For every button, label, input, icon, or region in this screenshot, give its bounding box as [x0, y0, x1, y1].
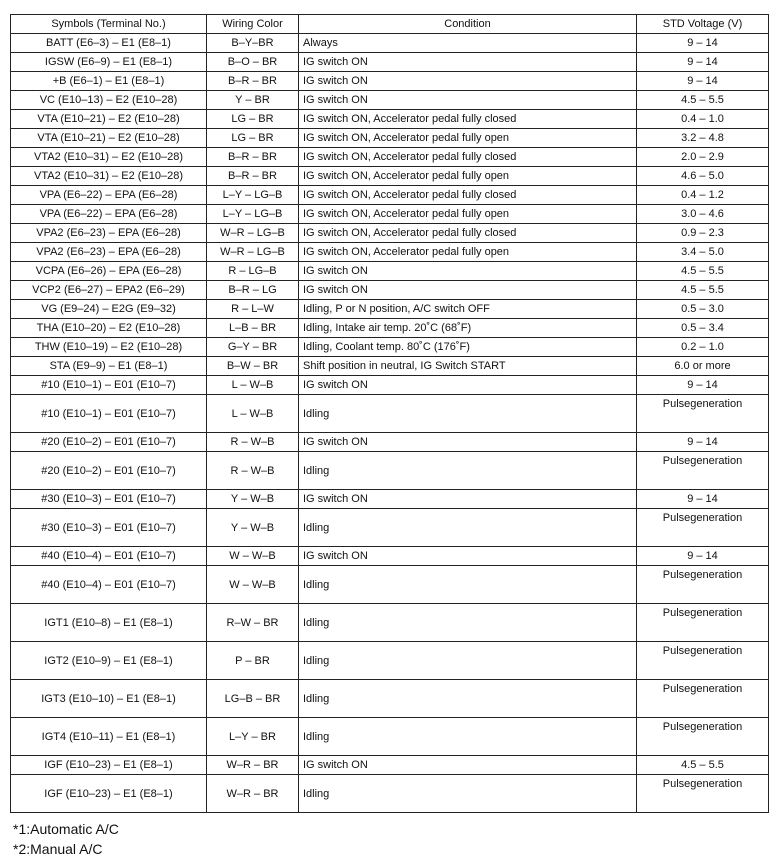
cell-condition: IG switch ON	[299, 91, 637, 110]
cell-symbol: #40 (E10–4) – E01 (E10–7)	[11, 547, 207, 566]
cell-symbol: VTA (E10–21) – E2 (E10–28)	[11, 129, 207, 148]
cell-std-voltage: 9 – 14	[637, 72, 769, 91]
cell-condition: Idling	[299, 604, 637, 642]
cell-symbol: #10 (E10–1) – E01 (E10–7)	[11, 376, 207, 395]
cell-wiring-color: W–R – LG–B	[207, 243, 299, 262]
cell-symbol: IGT3 (E10–10) – E1 (E8–1)	[11, 680, 207, 718]
cell-symbol: IGF (E10–23) – E1 (E8–1)	[11, 756, 207, 775]
cell-symbol: #30 (E10–3) – E01 (E10–7)	[11, 509, 207, 547]
cell-wiring-color: B–R – LG	[207, 281, 299, 300]
table-row	[11, 395, 769, 433]
cell-condition: IG switch ON	[299, 490, 637, 509]
cell-condition: IG switch ON, Accelerator pedal fully closed	[299, 110, 637, 129]
cell-symbol: #40 (E10–4) – E01 (E10–7)	[11, 566, 207, 604]
header-condition: Condition	[299, 15, 637, 34]
cell-condition: IG switch ON	[299, 281, 637, 300]
table-row	[11, 604, 769, 642]
cell-symbol: #10 (E10–1) – E01 (E10–7)	[11, 395, 207, 433]
cell-condition: Idling	[299, 566, 637, 604]
cell-condition: IG switch ON, Accelerator pedal fully closed	[299, 148, 637, 167]
cell-condition: Idling, Coolant temp. 80˚C (176˚F)	[299, 338, 637, 357]
cell-wiring-color: B–R – BR	[207, 148, 299, 167]
table-row	[11, 186, 769, 205]
cell-condition: Idling	[299, 395, 637, 433]
cell-std-voltage: 0.5 – 3.0	[637, 300, 769, 319]
table-row	[11, 433, 769, 452]
cell-condition: IG switch ON, Accelerator pedal fully open	[299, 205, 637, 224]
cell-std-voltage: 4.5 – 5.5	[637, 91, 769, 110]
cell-symbol: VCPA (E6–26) – EPA (E6–28)	[11, 262, 207, 281]
cell-std-voltage: 9 – 14	[637, 547, 769, 566]
cell-std-voltage: Pulsegeneration	[637, 718, 769, 756]
cell-std-voltage: 9 – 14	[637, 490, 769, 509]
table-row	[11, 167, 769, 186]
cell-wiring-color: Y – W–B	[207, 509, 299, 547]
cell-std-voltage: Pulsegeneration	[637, 642, 769, 680]
cell-symbol: VPA (E6–22) – EPA (E6–28)	[11, 186, 207, 205]
table-row	[11, 680, 769, 718]
table-row	[11, 452, 769, 490]
cell-wiring-color: L–Y – BR	[207, 718, 299, 756]
cell-wiring-color: B–R – BR	[207, 167, 299, 186]
cell-std-voltage: 4.5 – 5.5	[637, 281, 769, 300]
cell-wiring-color: B–O – BR	[207, 53, 299, 72]
cell-wiring-color: B–R – BR	[207, 72, 299, 91]
table-row	[11, 775, 769, 813]
cell-wiring-color: R–W – BR	[207, 604, 299, 642]
table-row	[11, 490, 769, 509]
cell-symbol: #20 (E10–2) – E01 (E10–7)	[11, 452, 207, 490]
cell-std-voltage: 9 – 14	[637, 376, 769, 395]
cell-condition: Always	[299, 34, 637, 53]
cell-condition: IG switch ON, Accelerator pedal fully closed	[299, 186, 637, 205]
cell-symbol: THA (E10–20) – E2 (E10–28)	[11, 319, 207, 338]
cell-std-voltage: 4.6 – 5.0	[637, 167, 769, 186]
cell-condition: Idling	[299, 718, 637, 756]
cell-wiring-color: R – W–B	[207, 452, 299, 490]
table-row	[11, 34, 769, 53]
cell-wiring-color: G–Y – BR	[207, 338, 299, 357]
table-row	[11, 566, 769, 604]
header-wiring-color: Wiring Color	[207, 15, 299, 34]
cell-symbol: +B (E6–1) – E1 (E8–1)	[11, 72, 207, 91]
table-header-row	[11, 15, 769, 34]
cell-std-voltage: 4.5 – 5.5	[637, 756, 769, 775]
cell-symbol: IGT1 (E10–8) – E1 (E8–1)	[11, 604, 207, 642]
cell-std-voltage: Pulsegeneration	[637, 566, 769, 604]
cell-wiring-color: P – BR	[207, 642, 299, 680]
table-row	[11, 281, 769, 300]
cell-symbol: VG (E9–24) – E2G (E9–32)	[11, 300, 207, 319]
table-row	[11, 509, 769, 547]
cell-condition: Idling	[299, 680, 637, 718]
cell-wiring-color: W – W–B	[207, 566, 299, 604]
cell-std-voltage: 4.5 – 5.5	[637, 262, 769, 281]
table-row	[11, 224, 769, 243]
cell-condition: Idling	[299, 509, 637, 547]
table-row	[11, 642, 769, 680]
cell-std-voltage: 0.4 – 1.2	[637, 186, 769, 205]
cell-std-voltage: Pulsegeneration	[637, 395, 769, 433]
table-row	[11, 338, 769, 357]
footnote-2: *2:Manual A/C	[13, 841, 103, 857]
table-row	[11, 72, 769, 91]
cell-wiring-color: W–R – BR	[207, 775, 299, 813]
terminal-voltage-table	[10, 14, 769, 813]
cell-symbol: VPA2 (E6–23) – EPA (E6–28)	[11, 243, 207, 262]
cell-condition: IG switch ON, Accelerator pedal fully closed	[299, 224, 637, 243]
cell-symbol: IGSW (E6–9) – E1 (E8–1)	[11, 53, 207, 72]
cell-wiring-color: B–Y–BR	[207, 34, 299, 53]
cell-wiring-color: LG – BR	[207, 110, 299, 129]
cell-wiring-color: R – LG–B	[207, 262, 299, 281]
cell-symbol: #30 (E10–3) – E01 (E10–7)	[11, 490, 207, 509]
table-row	[11, 205, 769, 224]
cell-symbol: VTA2 (E10–31) – E2 (E10–28)	[11, 167, 207, 186]
header-std-voltage: STD Voltage (V)	[637, 15, 769, 34]
header-symbols: Symbols (Terminal No.)	[11, 15, 207, 34]
cell-wiring-color: B–W – BR	[207, 357, 299, 376]
cell-std-voltage: 9 – 14	[637, 53, 769, 72]
cell-symbol: IGF (E10–23) – E1 (E8–1)	[11, 775, 207, 813]
table-row	[11, 376, 769, 395]
cell-std-voltage: Pulsegeneration	[637, 604, 769, 642]
cell-std-voltage: 2.0 – 2.9	[637, 148, 769, 167]
table-row	[11, 110, 769, 129]
cell-std-voltage: 3.0 – 4.6	[637, 205, 769, 224]
cell-symbol: THW (E10–19) – E2 (E10–28)	[11, 338, 207, 357]
cell-std-voltage: Pulsegeneration	[637, 452, 769, 490]
table-row	[11, 53, 769, 72]
cell-wiring-color: Y – BR	[207, 91, 299, 110]
cell-symbol: STA (E9–9) – E1 (E8–1)	[11, 357, 207, 376]
cell-std-voltage: 9 – 14	[637, 433, 769, 452]
cell-condition: IG switch ON	[299, 756, 637, 775]
cell-wiring-color: L – W–B	[207, 395, 299, 433]
cell-wiring-color: L–B – BR	[207, 319, 299, 338]
cell-std-voltage: 6.0 or more	[637, 357, 769, 376]
cell-std-voltage: 0.5 – 3.4	[637, 319, 769, 338]
cell-condition: IG switch ON	[299, 376, 637, 395]
cell-wiring-color: W–R – LG–B	[207, 224, 299, 243]
table-row	[11, 243, 769, 262]
table-row	[11, 319, 769, 338]
cell-condition: IG switch ON	[299, 433, 637, 452]
cell-symbol: VTA (E10–21) – E2 (E10–28)	[11, 110, 207, 129]
table-row	[11, 357, 769, 376]
cell-std-voltage: 0.9 – 2.3	[637, 224, 769, 243]
cell-condition: IG switch ON	[299, 72, 637, 91]
footnote-1: *1:Automatic A/C	[13, 821, 119, 837]
cell-std-voltage: Pulsegeneration	[637, 680, 769, 718]
table-row	[11, 91, 769, 110]
cell-symbol: VTA2 (E10–31) – E2 (E10–28)	[11, 148, 207, 167]
cell-condition: IG switch ON	[299, 53, 637, 72]
cell-symbol: VCP2 (E6–27) – EPA2 (E6–29)	[11, 281, 207, 300]
cell-condition: Idling	[299, 452, 637, 490]
cell-wiring-color: LG–B – BR	[207, 680, 299, 718]
cell-std-voltage: 3.4 – 5.0	[637, 243, 769, 262]
cell-symbol: BATT (E6–3) – E1 (E8–1)	[11, 34, 207, 53]
cell-condition: Idling	[299, 642, 637, 680]
cell-symbol: VPA (E6–22) – EPA (E6–28)	[11, 205, 207, 224]
footnotes	[10, 819, 769, 859]
cell-condition: IG switch ON, Accelerator pedal fully open	[299, 167, 637, 186]
table-row	[11, 547, 769, 566]
cell-condition: IG switch ON, Accelerator pedal fully open	[299, 129, 637, 148]
cell-std-voltage: 3.2 – 4.8	[637, 129, 769, 148]
table-row	[11, 300, 769, 319]
cell-wiring-color: L–Y – LG–B	[207, 186, 299, 205]
table-row	[11, 756, 769, 775]
cell-std-voltage: 9 – 14	[637, 34, 769, 53]
cell-condition: IG switch ON	[299, 547, 637, 566]
cell-wiring-color: L – W–B	[207, 376, 299, 395]
cell-std-voltage: 0.2 – 1.0	[637, 338, 769, 357]
cell-wiring-color: R – L–W	[207, 300, 299, 319]
cell-std-voltage: 0.4 – 1.0	[637, 110, 769, 129]
table-row	[11, 129, 769, 148]
cell-condition: Idling	[299, 775, 637, 813]
cell-wiring-color: W–R – BR	[207, 756, 299, 775]
cell-condition: IG switch ON	[299, 262, 637, 281]
table-body	[11, 34, 769, 813]
document	[10, 14, 769, 859]
table-row	[11, 262, 769, 281]
cell-symbol: IGT4 (E10–11) – E1 (E8–1)	[11, 718, 207, 756]
cell-condition: IG switch ON, Accelerator pedal fully open	[299, 243, 637, 262]
cell-condition: Idling, Intake air temp. 20˚C (68˚F)	[299, 319, 637, 338]
table-row	[11, 718, 769, 756]
cell-symbol: IGT2 (E10–9) – E1 (E8–1)	[11, 642, 207, 680]
cell-wiring-color: R – W–B	[207, 433, 299, 452]
cell-wiring-color: W – W–B	[207, 547, 299, 566]
table-row	[11, 148, 769, 167]
cell-condition: Idling, P or N position, A/C switch OFF	[299, 300, 637, 319]
cell-wiring-color: Y – W–B	[207, 490, 299, 509]
cell-wiring-color: LG – BR	[207, 129, 299, 148]
cell-std-voltage: Pulsegeneration	[637, 509, 769, 547]
cell-std-voltage: Pulsegeneration	[637, 775, 769, 813]
cell-condition: Shift position in neutral, IG Switch START	[299, 357, 637, 376]
cell-symbol: VPA2 (E6–23) – EPA (E6–28)	[11, 224, 207, 243]
cell-wiring-color: L–Y – LG–B	[207, 205, 299, 224]
cell-symbol: #20 (E10–2) – E01 (E10–7)	[11, 433, 207, 452]
cell-symbol: VC (E10–13) – E2 (E10–28)	[11, 91, 207, 110]
